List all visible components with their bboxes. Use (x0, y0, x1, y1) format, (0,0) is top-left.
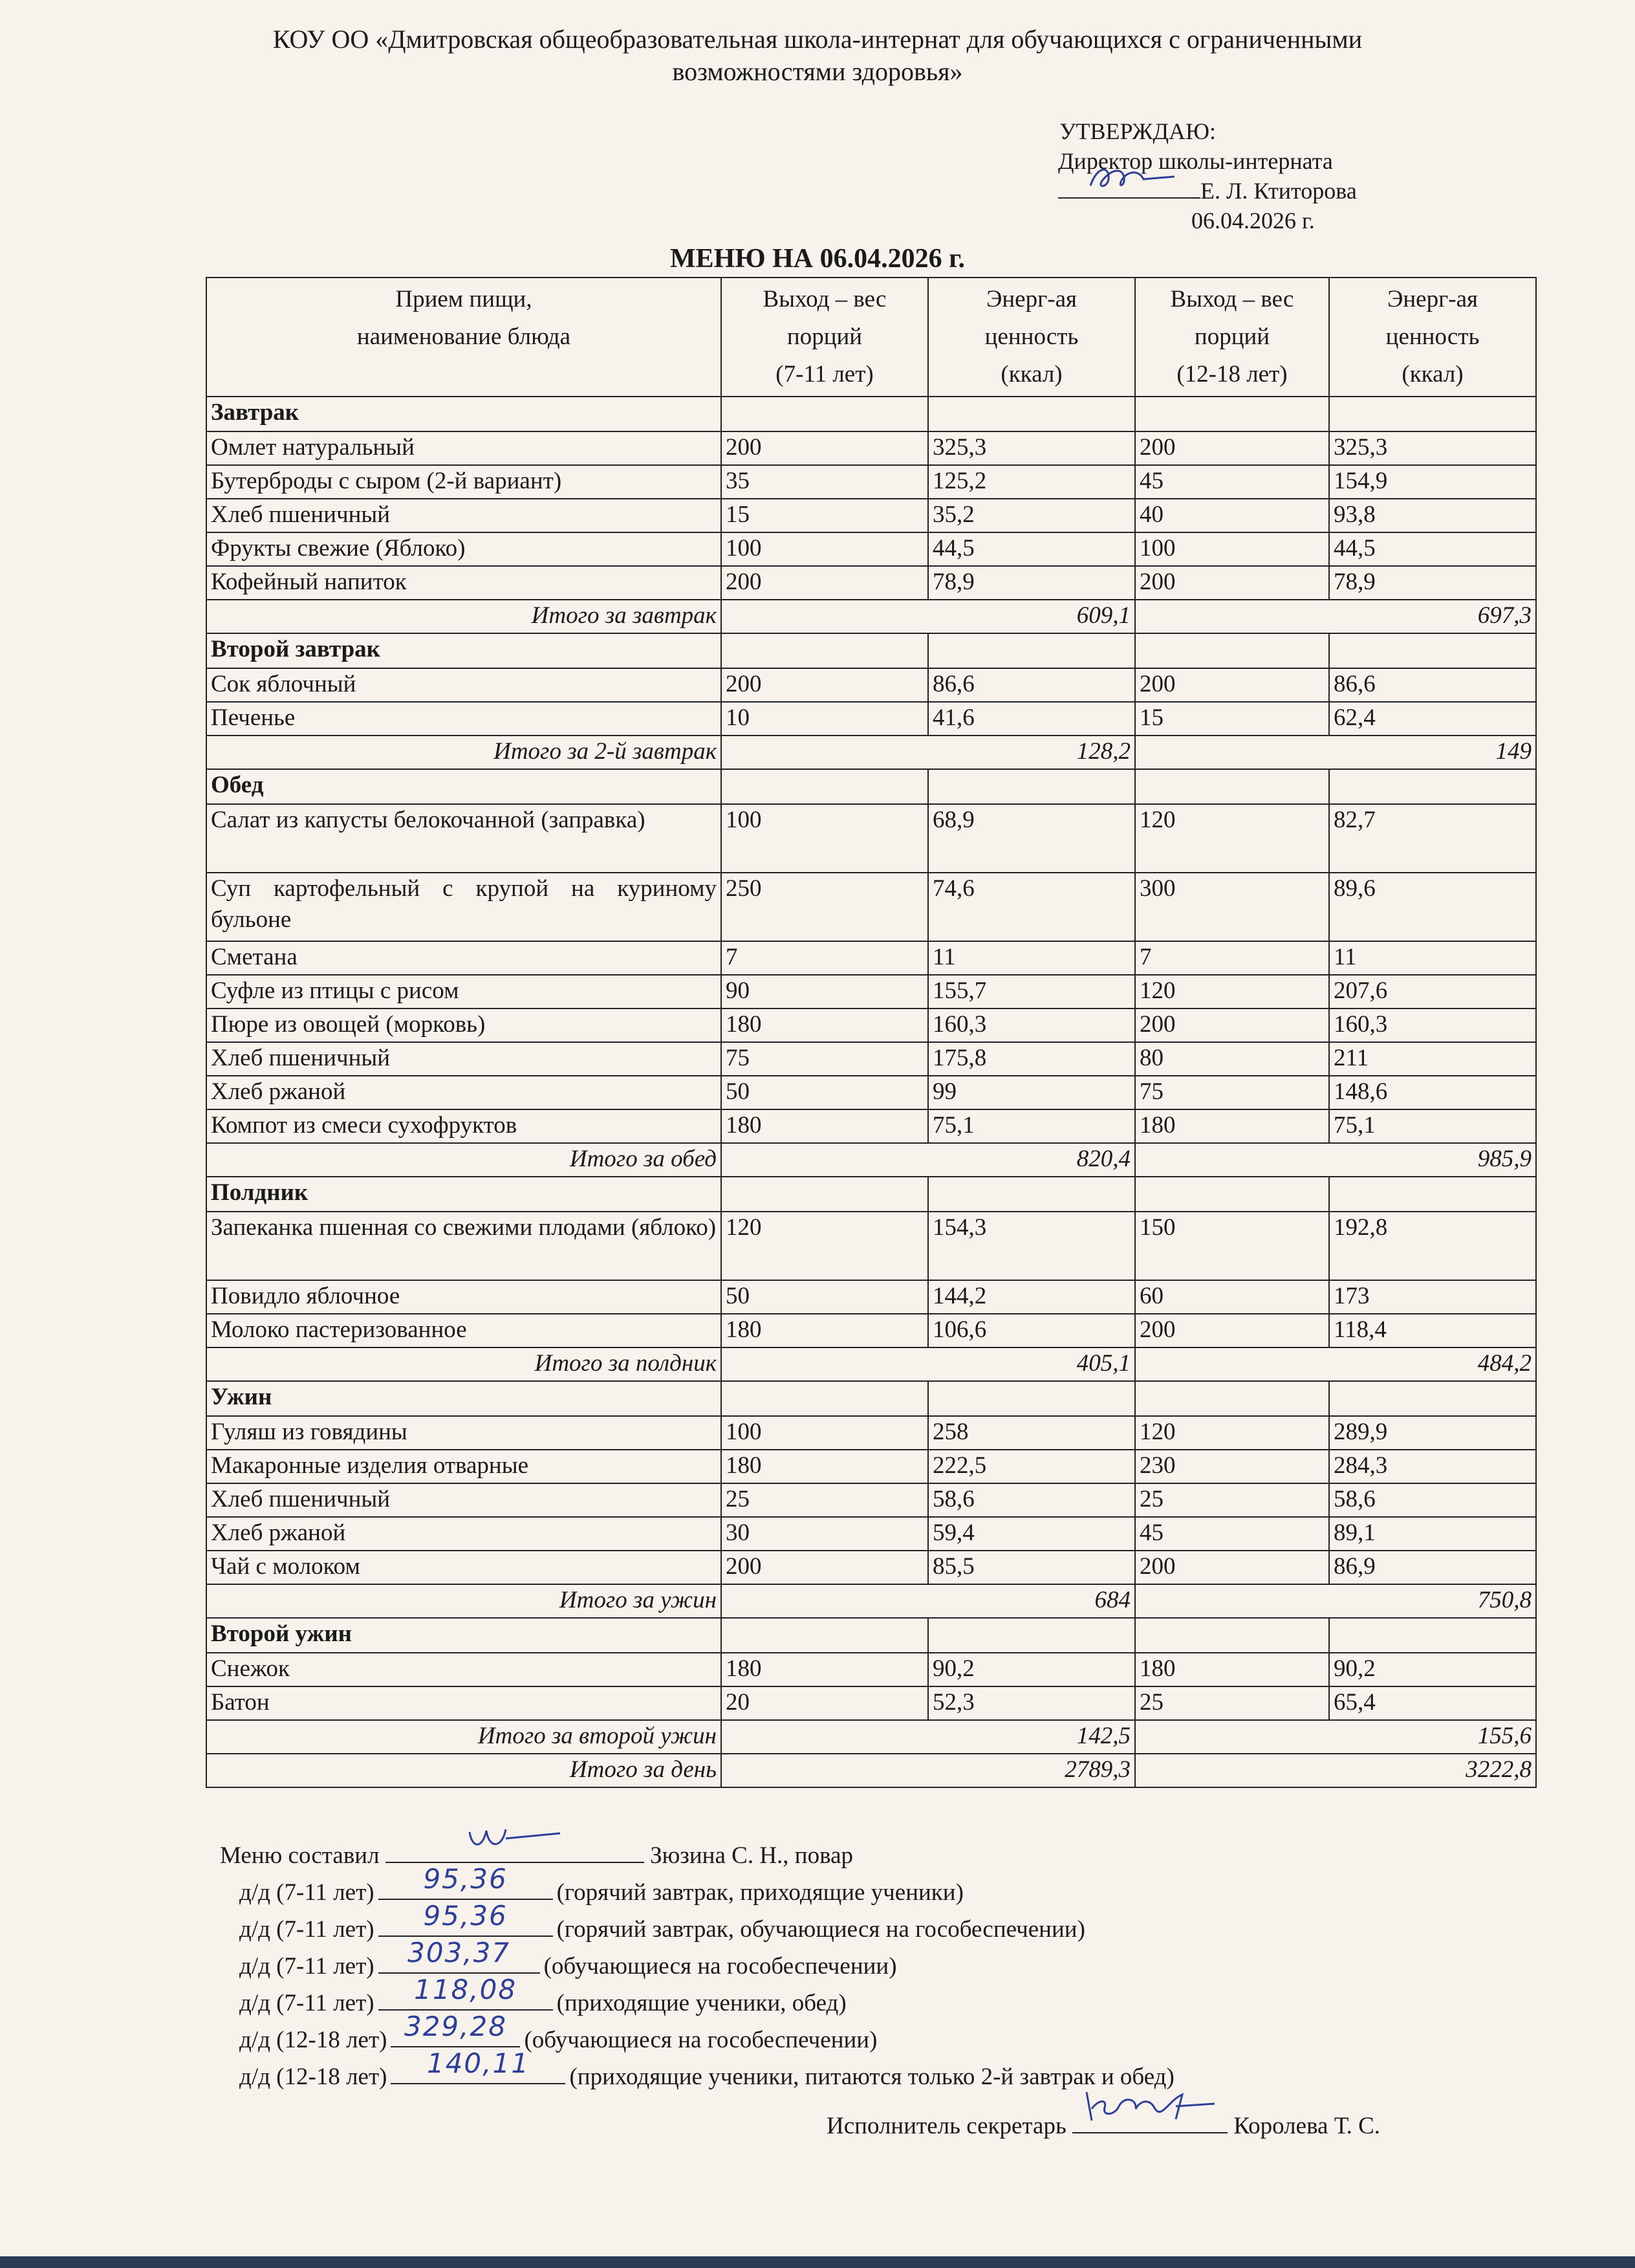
energy-12-18: 89,6 (1329, 873, 1536, 941)
table-row (206, 465, 1536, 499)
cost-lines (220, 1863, 1175, 2094)
total-energy-12-18: 750,8 (1135, 1584, 1536, 1618)
empty-cell (721, 1381, 928, 1416)
dish-name: Печенье (206, 702, 721, 736)
cost-line-label: д/д (7-11 лет) (239, 1990, 374, 2016)
weight-7-11: 180 (721, 1314, 928, 1347)
weight-12-18: 200 (1135, 1314, 1329, 1347)
day-total-label: Итого за день (206, 1754, 721, 1787)
dish-name: Макаронные изделия отварные (206, 1450, 721, 1483)
weight-7-11: 180 (721, 1009, 928, 1042)
cost-value-field (378, 1974, 553, 2011)
cost-line-note: (приходящие ученики, обед) (556, 1990, 847, 2016)
total-row (206, 736, 1536, 769)
table-row (206, 1280, 1536, 1314)
total-label: Итого за ужин (206, 1584, 721, 1618)
weight-12-18: 230 (1135, 1450, 1329, 1483)
weight-12-18: 150 (1135, 1212, 1329, 1280)
table-row (206, 1009, 1536, 1042)
day-total-7-11: 2789,3 (721, 1754, 1135, 1787)
header-energy-12-18: Энерг-ая ценность (ккал) (1329, 278, 1536, 397)
energy-7-11: 68,9 (928, 804, 1135, 873)
approval-block (1058, 116, 1357, 235)
energy-12-18: 86,6 (1329, 668, 1536, 702)
energy-12-18: 65,4 (1329, 1686, 1536, 1720)
empty-cell (1329, 1177, 1536, 1212)
total-row (206, 600, 1536, 633)
dish-name: Сметана (206, 941, 721, 975)
dish-name: Салат из капусты белокочанной (заправка) (206, 804, 721, 873)
weight-7-11: 50 (721, 1280, 928, 1314)
weight-12-18: 7 (1135, 941, 1329, 975)
energy-12-18: 78,9 (1329, 566, 1536, 600)
weight-12-18: 40 (1135, 499, 1329, 532)
section-title: Ужин (206, 1381, 721, 1416)
energy-12-18: 207,6 (1329, 975, 1536, 1009)
empty-cell (721, 1177, 928, 1212)
signature-scribble-icon (463, 1819, 567, 1858)
total-energy-12-18: 149 (1135, 736, 1536, 769)
weight-12-18: 25 (1135, 1483, 1329, 1517)
table-row (206, 1212, 1536, 1280)
dish-name: Хлеб ржаной (206, 1076, 721, 1109)
energy-12-18: 44,5 (1329, 532, 1536, 566)
cost-line (220, 2047, 1175, 2094)
weight-12-18: 100 (1135, 532, 1329, 566)
empty-cell (1329, 397, 1536, 431)
total-energy-7-11: 128,2 (721, 736, 1135, 769)
energy-7-11: 75,1 (928, 1109, 1135, 1143)
weight-12-18: 200 (1135, 431, 1329, 465)
total-energy-12-18: 985,9 (1135, 1143, 1536, 1177)
table-row (206, 1109, 1536, 1143)
cost-line-note: (горячий завтрак, приходящие ученики) (556, 1879, 964, 1906)
energy-7-11: 144,2 (928, 1280, 1135, 1314)
table-row (206, 1483, 1536, 1517)
energy-12-18: 82,7 (1329, 804, 1536, 873)
dish-name: Снежок (206, 1653, 721, 1686)
section-row (206, 1381, 1536, 1416)
dish-name: Кофейный напиток (206, 566, 721, 600)
energy-7-11: 44,5 (928, 532, 1135, 566)
energy-12-18: 11 (1329, 941, 1536, 975)
energy-7-11: 52,3 (928, 1686, 1135, 1720)
energy-7-11: 41,6 (928, 702, 1135, 736)
weight-7-11: 250 (721, 873, 928, 941)
weight-7-11: 100 (721, 532, 928, 566)
cost-line-label: д/д (7-11 лет) (239, 1879, 374, 1906)
energy-7-11: 258 (928, 1416, 1135, 1450)
dish-name: Запеканка пшенная со свежими плодами (яблоко) (206, 1212, 721, 1280)
empty-cell (928, 397, 1135, 431)
table-header-row (206, 278, 1536, 397)
energy-7-11: 11 (928, 941, 1135, 975)
section-row (206, 1177, 1536, 1212)
weight-7-11: 200 (721, 566, 928, 600)
table-row (206, 1517, 1536, 1551)
cost-line (220, 1863, 1175, 1910)
section-title: Второй завтрак (206, 633, 721, 668)
total-row (206, 1347, 1536, 1381)
dish-name: Компот из смеси сухофруктов (206, 1109, 721, 1143)
cost-value-field (378, 1937, 540, 1974)
cost-value: 140,11 (426, 2047, 530, 2079)
total-energy-7-11: 142,5 (721, 1720, 1135, 1754)
cost-value-field (378, 1900, 553, 1937)
energy-7-11: 222,5 (928, 1450, 1135, 1483)
scan-edge-band (0, 2256, 1635, 2268)
energy-7-11: 74,6 (928, 873, 1135, 941)
dish-name: Хлеб пшеничный (206, 499, 721, 532)
total-energy-12-18: 484,2 (1135, 1347, 1536, 1381)
weight-12-18: 25 (1135, 1686, 1329, 1720)
energy-12-18: 90,2 (1329, 1653, 1536, 1686)
empty-cell (1135, 1618, 1329, 1653)
table-row (206, 1686, 1536, 1720)
weight-7-11: 200 (721, 668, 928, 702)
weight-7-11: 25 (721, 1483, 928, 1517)
dish-name: Чай с молоком (206, 1551, 721, 1584)
total-row (206, 1143, 1536, 1177)
energy-12-18: 62,4 (1329, 702, 1536, 736)
weight-7-11: 20 (721, 1686, 928, 1720)
energy-7-11: 160,3 (928, 1009, 1135, 1042)
weight-7-11: 30 (721, 1517, 928, 1551)
header-energy-7-11: Энерг-ая ценность (ккал) (928, 278, 1135, 397)
energy-7-11: 325,3 (928, 431, 1135, 465)
energy-7-11: 99 (928, 1076, 1135, 1109)
weight-7-11: 90 (721, 975, 928, 1009)
energy-7-11: 154,3 (928, 1212, 1135, 1280)
table-row (206, 702, 1536, 736)
dish-name: Фрукты свежие (Яблоко) (206, 532, 721, 566)
empty-cell (1135, 1381, 1329, 1416)
section-row (206, 633, 1536, 668)
composed-label: Меню составил (220, 1842, 380, 1869)
table-row (206, 941, 1536, 975)
table-row (206, 1416, 1536, 1450)
organization-header (0, 23, 1635, 88)
cost-value-field (378, 1863, 553, 1900)
energy-12-18: 284,3 (1329, 1450, 1536, 1483)
cost-value-field (391, 2011, 520, 2047)
energy-12-18: 154,9 (1329, 465, 1536, 499)
cost-value: 118,08 (414, 1974, 517, 2005)
energy-7-11: 78,9 (928, 566, 1135, 600)
organization-line-2: возможностями здоровья» (672, 57, 963, 86)
total-label: Итого за 2-й завтрак (206, 736, 721, 769)
empty-cell (928, 1381, 1135, 1416)
energy-12-18: 86,9 (1329, 1551, 1536, 1584)
empty-cell (721, 633, 928, 668)
weight-12-18: 45 (1135, 1517, 1329, 1551)
signature-scribble-icon (1084, 160, 1181, 196)
menu-table-body (206, 397, 1536, 1787)
cost-line-label: д/д (12-18 лет) (239, 2064, 387, 2090)
weight-12-18: 80 (1135, 1042, 1329, 1076)
dish-name: Хлеб ржаной (206, 1517, 721, 1551)
weight-7-11: 75 (721, 1042, 928, 1076)
weight-12-18: 120 (1135, 975, 1329, 1009)
energy-7-11: 155,7 (928, 975, 1135, 1009)
table-row (206, 566, 1536, 600)
total-energy-12-18: 697,3 (1135, 600, 1536, 633)
energy-7-11: 58,6 (928, 1483, 1135, 1517)
energy-12-18: 58,6 (1329, 1483, 1536, 1517)
energy-7-11: 90,2 (928, 1653, 1135, 1686)
weight-12-18: 180 (1135, 1653, 1329, 1686)
weight-12-18: 15 (1135, 702, 1329, 736)
cost-line (220, 1900, 1175, 1946)
weight-12-18: 200 (1135, 1551, 1329, 1584)
dish-name: Повидло яблочное (206, 1280, 721, 1314)
menu-table (206, 277, 1537, 1788)
section-row (206, 1618, 1536, 1653)
empty-cell (1135, 1177, 1329, 1212)
cost-line-note: (приходящие ученики, питаются только 2-й завтрак и обед) (569, 2064, 1175, 2090)
footer-block (220, 1836, 1381, 2139)
cost-line-label: д/д (7-11 лет) (239, 1916, 374, 1943)
weight-7-11: 120 (721, 1212, 928, 1280)
total-energy-7-11: 405,1 (721, 1347, 1135, 1381)
weight-7-11: 15 (721, 499, 928, 532)
empty-cell (1135, 769, 1329, 804)
dish-name: Молоко пастеризованное (206, 1314, 721, 1347)
energy-12-18: 75,1 (1329, 1109, 1536, 1143)
table-row (206, 873, 1536, 941)
total-energy-7-11: 684 (721, 1584, 1135, 1618)
total-row (206, 1584, 1536, 1618)
section-row (206, 397, 1536, 431)
executor-label: Исполнитель секретарь (827, 2113, 1067, 2139)
composed-name: Зюзина С. Н., повар (650, 1842, 853, 1869)
table-row (206, 499, 1536, 532)
composed-by-line (220, 1836, 1175, 1873)
cost-line (220, 2011, 1175, 2057)
dish-name: Хлеб пшеничный (206, 1042, 721, 1076)
empty-cell (928, 633, 1135, 668)
energy-12-18: 118,4 (1329, 1314, 1536, 1347)
empty-cell (928, 1618, 1135, 1653)
header-weight-12-18: Выход – вес порций (12-18 лет) (1135, 278, 1329, 397)
total-energy-7-11: 820,4 (721, 1143, 1135, 1177)
table-row (206, 1653, 1536, 1686)
dish-name: Батон (206, 1686, 721, 1720)
total-label: Итого за обед (206, 1143, 721, 1177)
weight-12-18: 120 (1135, 1416, 1329, 1450)
dish-name: Сок яблочный (206, 668, 721, 702)
weight-12-18: 200 (1135, 1009, 1329, 1042)
weight-7-11: 200 (721, 1551, 928, 1584)
empty-cell (1135, 397, 1329, 431)
weight-7-11: 200 (721, 431, 928, 465)
weight-7-11: 180 (721, 1450, 928, 1483)
dish-name: Суп картофельный с крупой на куриному бульоне (206, 873, 721, 941)
section-title: Обед (206, 769, 721, 804)
total-label: Итого за второй ужин (206, 1720, 721, 1754)
empty-cell (1329, 633, 1536, 668)
energy-7-11: 35,2 (928, 499, 1135, 532)
table-row (206, 1076, 1536, 1109)
weight-7-11: 100 (721, 1416, 928, 1450)
energy-7-11: 106,6 (928, 1314, 1135, 1347)
total-label: Итого за завтрак (206, 600, 721, 633)
header-weight-7-11: Выход – вес порций (7-11 лет) (721, 278, 928, 397)
menu-title: МЕНЮ НА 06.04.2026 г. (670, 244, 965, 274)
weight-12-18: 75 (1135, 1076, 1329, 1109)
approval-director-name: Е. Л. Ктиторова (1200, 178, 1357, 204)
organization-line-1: КОУ ОО «Дмитровская общеобразовательная школа-интернат для обучающихся с ограниченными (272, 25, 1363, 54)
table-row (206, 804, 1536, 873)
total-label: Итого за полдник (206, 1347, 721, 1381)
table-row (206, 668, 1536, 702)
energy-12-18: 160,3 (1329, 1009, 1536, 1042)
day-total-12-18: 3222,8 (1135, 1754, 1536, 1787)
empty-cell (721, 1618, 928, 1653)
section-title: Завтрак (206, 397, 721, 431)
table-row (206, 1551, 1536, 1584)
weight-12-18: 200 (1135, 566, 1329, 600)
cost-line (220, 1974, 1175, 2020)
section-row (206, 769, 1536, 804)
table-row (206, 975, 1536, 1009)
energy-12-18: 325,3 (1329, 431, 1536, 465)
empty-cell (1135, 633, 1329, 668)
executor-name: Королева Т. С. (1233, 2113, 1381, 2139)
cost-value: 303,37 (407, 1937, 511, 1968)
total-row (206, 1720, 1536, 1754)
dish-name: Бутерброды с сыром (2-й вариант) (206, 465, 721, 499)
energy-12-18: 192,8 (1329, 1212, 1536, 1280)
section-title: Полдник (206, 1177, 721, 1212)
empty-cell (928, 769, 1135, 804)
header-dish: Прием пищи, наименование блюда (206, 278, 721, 397)
energy-12-18: 148,6 (1329, 1076, 1536, 1109)
weight-7-11: 35 (721, 465, 928, 499)
empty-cell (928, 1177, 1135, 1212)
approval-title: УТВЕРЖДАЮ: (1059, 118, 1217, 144)
energy-7-11: 175,8 (928, 1042, 1135, 1076)
weight-12-18: 300 (1135, 873, 1329, 941)
energy-7-11: 85,5 (928, 1551, 1135, 1584)
executor-line (827, 2106, 1380, 2143)
dish-name: Хлеб пшеничный (206, 1483, 721, 1517)
approval-date: 06.04.2026 г. (1191, 208, 1315, 234)
energy-12-18: 173 (1329, 1280, 1536, 1314)
cost-line-label: д/д (12-18 лет) (239, 2027, 387, 2053)
day-total-row (206, 1754, 1536, 1787)
cost-line-note: (горячий завтрак, обучающиеся на гособеспечении) (556, 1916, 1085, 1943)
weight-7-11: 180 (721, 1109, 928, 1143)
energy-7-11: 86,6 (928, 668, 1135, 702)
total-energy-12-18: 155,6 (1135, 1720, 1536, 1754)
table-row (206, 532, 1536, 566)
dish-name: Омлет натуральный (206, 431, 721, 465)
cost-line-note: (обучающиеся на гособеспечении) (543, 1953, 897, 1979)
approval-position: Директор школы-интерната (1058, 148, 1333, 174)
empty-cell (1329, 1381, 1536, 1416)
approval-signature-line (1058, 176, 1357, 206)
cost-line-label: д/д (7-11 лет) (239, 1953, 374, 1979)
empty-cell (721, 397, 928, 431)
weight-12-18: 180 (1135, 1109, 1329, 1143)
table-row (206, 431, 1536, 465)
dish-name: Гуляш из говядины (206, 1416, 721, 1450)
weight-12-18: 200 (1135, 668, 1329, 702)
energy-12-18: 89,1 (1329, 1517, 1536, 1551)
director-signature (1058, 178, 1200, 199)
energy-7-11: 125,2 (928, 465, 1135, 499)
empty-cell (1329, 1618, 1536, 1653)
total-energy-7-11: 609,1 (721, 600, 1135, 633)
weight-7-11: 100 (721, 804, 928, 873)
weight-7-11: 7 (721, 941, 928, 975)
cost-value: 95,36 (423, 1900, 508, 1932)
weight-7-11: 50 (721, 1076, 928, 1109)
weight-7-11: 10 (721, 702, 928, 736)
dish-name: Суфле из птицы с рисом (206, 975, 721, 1009)
dish-name: Пюре из овощей (морковь) (206, 1009, 721, 1042)
empty-cell (721, 769, 928, 804)
cost-value-field (391, 2047, 565, 2084)
signature-scribble-icon (1079, 2087, 1221, 2128)
cost-line-note: (обучающиеся на гособеспечении) (524, 2027, 878, 2053)
weight-12-18: 45 (1135, 465, 1329, 499)
table-row (206, 1314, 1536, 1347)
cost-line (220, 1937, 1175, 1983)
energy-12-18: 93,8 (1329, 499, 1536, 532)
cost-value: 329,28 (404, 2011, 507, 2042)
weight-7-11: 180 (721, 1653, 928, 1686)
empty-cell (1329, 769, 1536, 804)
energy-7-11: 59,4 (928, 1517, 1135, 1551)
executor-signature (1072, 2106, 1228, 2133)
table-row (206, 1042, 1536, 1076)
energy-12-18: 289,9 (1329, 1416, 1536, 1450)
weight-12-18: 60 (1135, 1280, 1329, 1314)
table-row (206, 1450, 1536, 1483)
cost-value: 95,36 (423, 1863, 508, 1895)
energy-12-18: 211 (1329, 1042, 1536, 1076)
cook-signature (385, 1836, 644, 1863)
section-title: Второй ужин (206, 1618, 721, 1653)
weight-12-18: 120 (1135, 804, 1329, 873)
